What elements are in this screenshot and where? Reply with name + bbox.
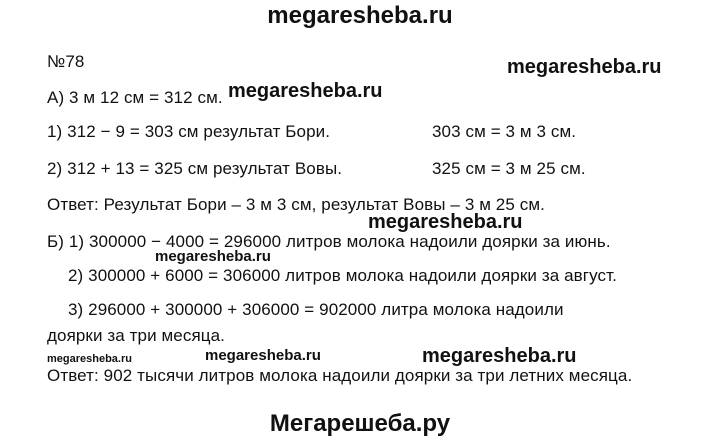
part-a-header: А) 3 м 12 см = 312 см.	[47, 88, 223, 107]
watermark-top: megaresheba.ru	[267, 2, 453, 29]
watermark-tiny: megaresheba.ru	[47, 353, 132, 365]
watermark-mid-3: megaresheba.ru	[422, 345, 577, 367]
part-a-answer: Ответ: Результат Бори – 3 м 3 см, результат Вовы – 3 м 25 см.	[47, 195, 545, 214]
part-b-step-3-line-1: 3) 296000 + 300000 + 306000 = 902000 литра молока надоили	[68, 300, 564, 319]
watermark-mid-2: megaresheba.ru	[368, 211, 523, 233]
part-a-step-1-conversion: 303 см = 3 м 3 см.	[432, 122, 577, 141]
part-b-answer: Ответ: 902 тысячи литров молока надоили доярки за три летних месяца.	[47, 366, 633, 385]
watermark-right-1: megaresheba.ru	[507, 56, 662, 78]
part-a-step-2: 2) 312 + 13 = 325 см результат Вовы.	[47, 159, 343, 178]
part-b-step-1: Б) 1) 300000 − 4000 = 296000 литров молока надоили доярки за июнь.	[47, 232, 611, 251]
part-b-step-3-line-2: доярки за три месяца.	[47, 326, 225, 345]
watermark-bottom: Мегарешеба.ру	[269, 410, 451, 437]
part-b-step-2: 2) 300000 + 6000 = 306000 литров молока надоили доярки за август.	[68, 266, 617, 285]
watermark-small-2: megaresheba.ru	[205, 347, 321, 364]
problem-number: №78	[47, 52, 85, 71]
part-a-step-1: 1) 312 − 9 = 303 см результат Бори.	[47, 122, 331, 141]
watermark-mid-1: megaresheba.ru	[228, 80, 383, 102]
watermark-small-1: megaresheba.ru	[155, 248, 271, 265]
part-a-step-2-conversion: 325 см = 3 м 25 см.	[432, 159, 586, 178]
